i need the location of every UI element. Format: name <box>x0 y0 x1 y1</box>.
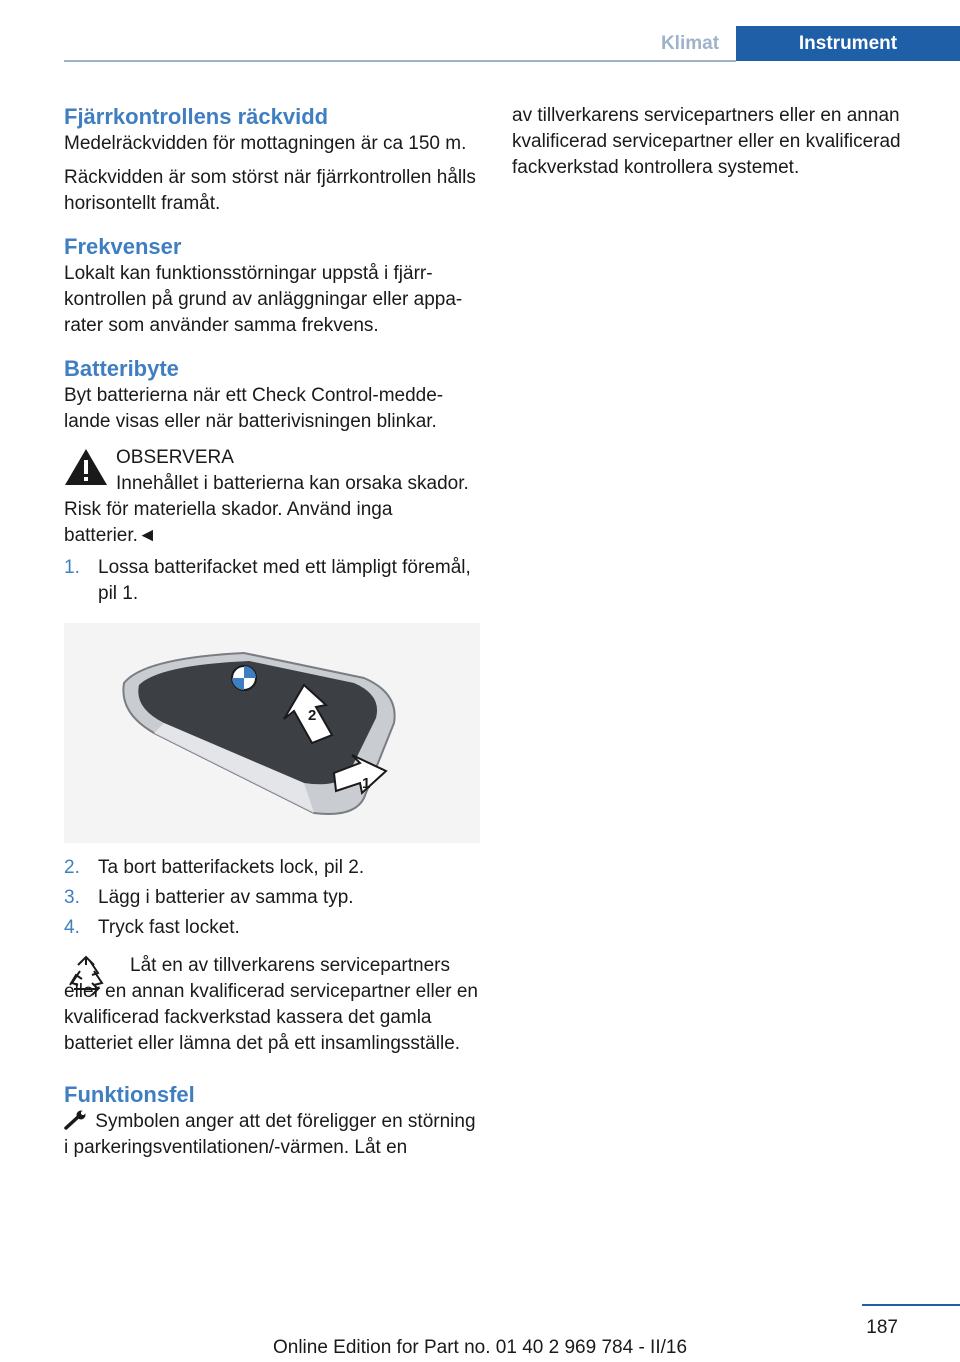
step-3 <box>64 885 482 911</box>
step-text: Lossa batterifacket med ett lämpligt föremål, pil 1. <box>98 557 471 604</box>
step-text: Lägg i batterier av samma typ. <box>98 887 354 908</box>
step-number: 3. <box>64 887 80 908</box>
range-paragraph-1: Medelräckvidden för mottagningen är ca 150 m. <box>64 133 467 154</box>
warning-notice <box>64 445 482 549</box>
page-number: 187 <box>866 1317 898 1338</box>
recycle-text: Låt en av tillverkarens servicepartners eller en annan kvalificerad servicepartner eller en kvalificerad fackverkstad kassera det gamla batteriet eller lämna det på ett insamlingsställe. <box>64 955 479 1054</box>
wrench-icon <box>64 1110 90 1130</box>
heading-fault: Funktionsfel <box>64 1082 195 1107</box>
fault-text-left-content: Symbolen anger att det föreligger en störning i parkeringsventilationen/-värmen. Låt en <box>64 1111 476 1158</box>
figure-label-2: 2 <box>308 707 317 724</box>
fault-text-right: av tillverkarens servicepartners eller en annan kvalificerad servicepartner eller en kvalificerad fackverkstad kontrollera systemet. <box>512 105 901 178</box>
step-number: 4. <box>64 917 80 938</box>
warning-text: Innehållet i batterierna kan orsaka skador. Risk för materiella skador. Använd inga batterier.◄ <box>64 473 469 546</box>
warning-triangle-icon <box>64 447 108 487</box>
recycle-notice <box>64 953 482 1057</box>
tab-instrument[interactable]: Instrument <box>736 26 960 61</box>
frequencies-paragraph: Lokalt kan funktionsstörningar uppstå i fjärrkontrollen på grund av anläggningar eller apparater som använder samma frekvens. <box>64 263 463 336</box>
step-2 <box>64 855 482 881</box>
key-fob-illustration <box>64 623 480 843</box>
footer-divider <box>862 1304 960 1306</box>
left-column <box>64 103 482 1161</box>
step-1 <box>64 555 482 607</box>
recycle-icon <box>64 955 108 999</box>
step-text: Ta bort batterifackets lock, pil 2. <box>98 857 365 878</box>
header-divider <box>64 60 736 62</box>
battery-paragraph: Byt batterierna när ett Check Control-meddelande visas eller när batterivisningen blinkar. <box>64 385 444 432</box>
figure-label-1: 1 <box>362 775 371 792</box>
warning-title: OBSERVERA <box>116 447 234 468</box>
fault-text-left <box>64 1109 482 1161</box>
heading-battery: Batteribyte <box>64 356 179 381</box>
step-text: Tryck fast locket. <box>98 917 240 938</box>
range-paragraph-2: Räckvidden är som störst när fjärrkontrollen hålls horisontellt framåt. <box>64 167 476 214</box>
step-number: 1. <box>64 557 80 578</box>
key-battery-figure <box>64 623 480 843</box>
heading-range: Fjärrkontrollens räckvidd <box>64 104 329 129</box>
footer-edition: Online Edition for Part no. 01 40 2 969 784 - II/16 <box>272 1337 688 1358</box>
right-column <box>512 103 926 181</box>
step-number: 2. <box>64 857 80 878</box>
heading-frequencies: Frekvenser <box>64 234 182 259</box>
step-4 <box>64 915 482 941</box>
tab-klimat[interactable]: Klimat <box>660 32 720 54</box>
